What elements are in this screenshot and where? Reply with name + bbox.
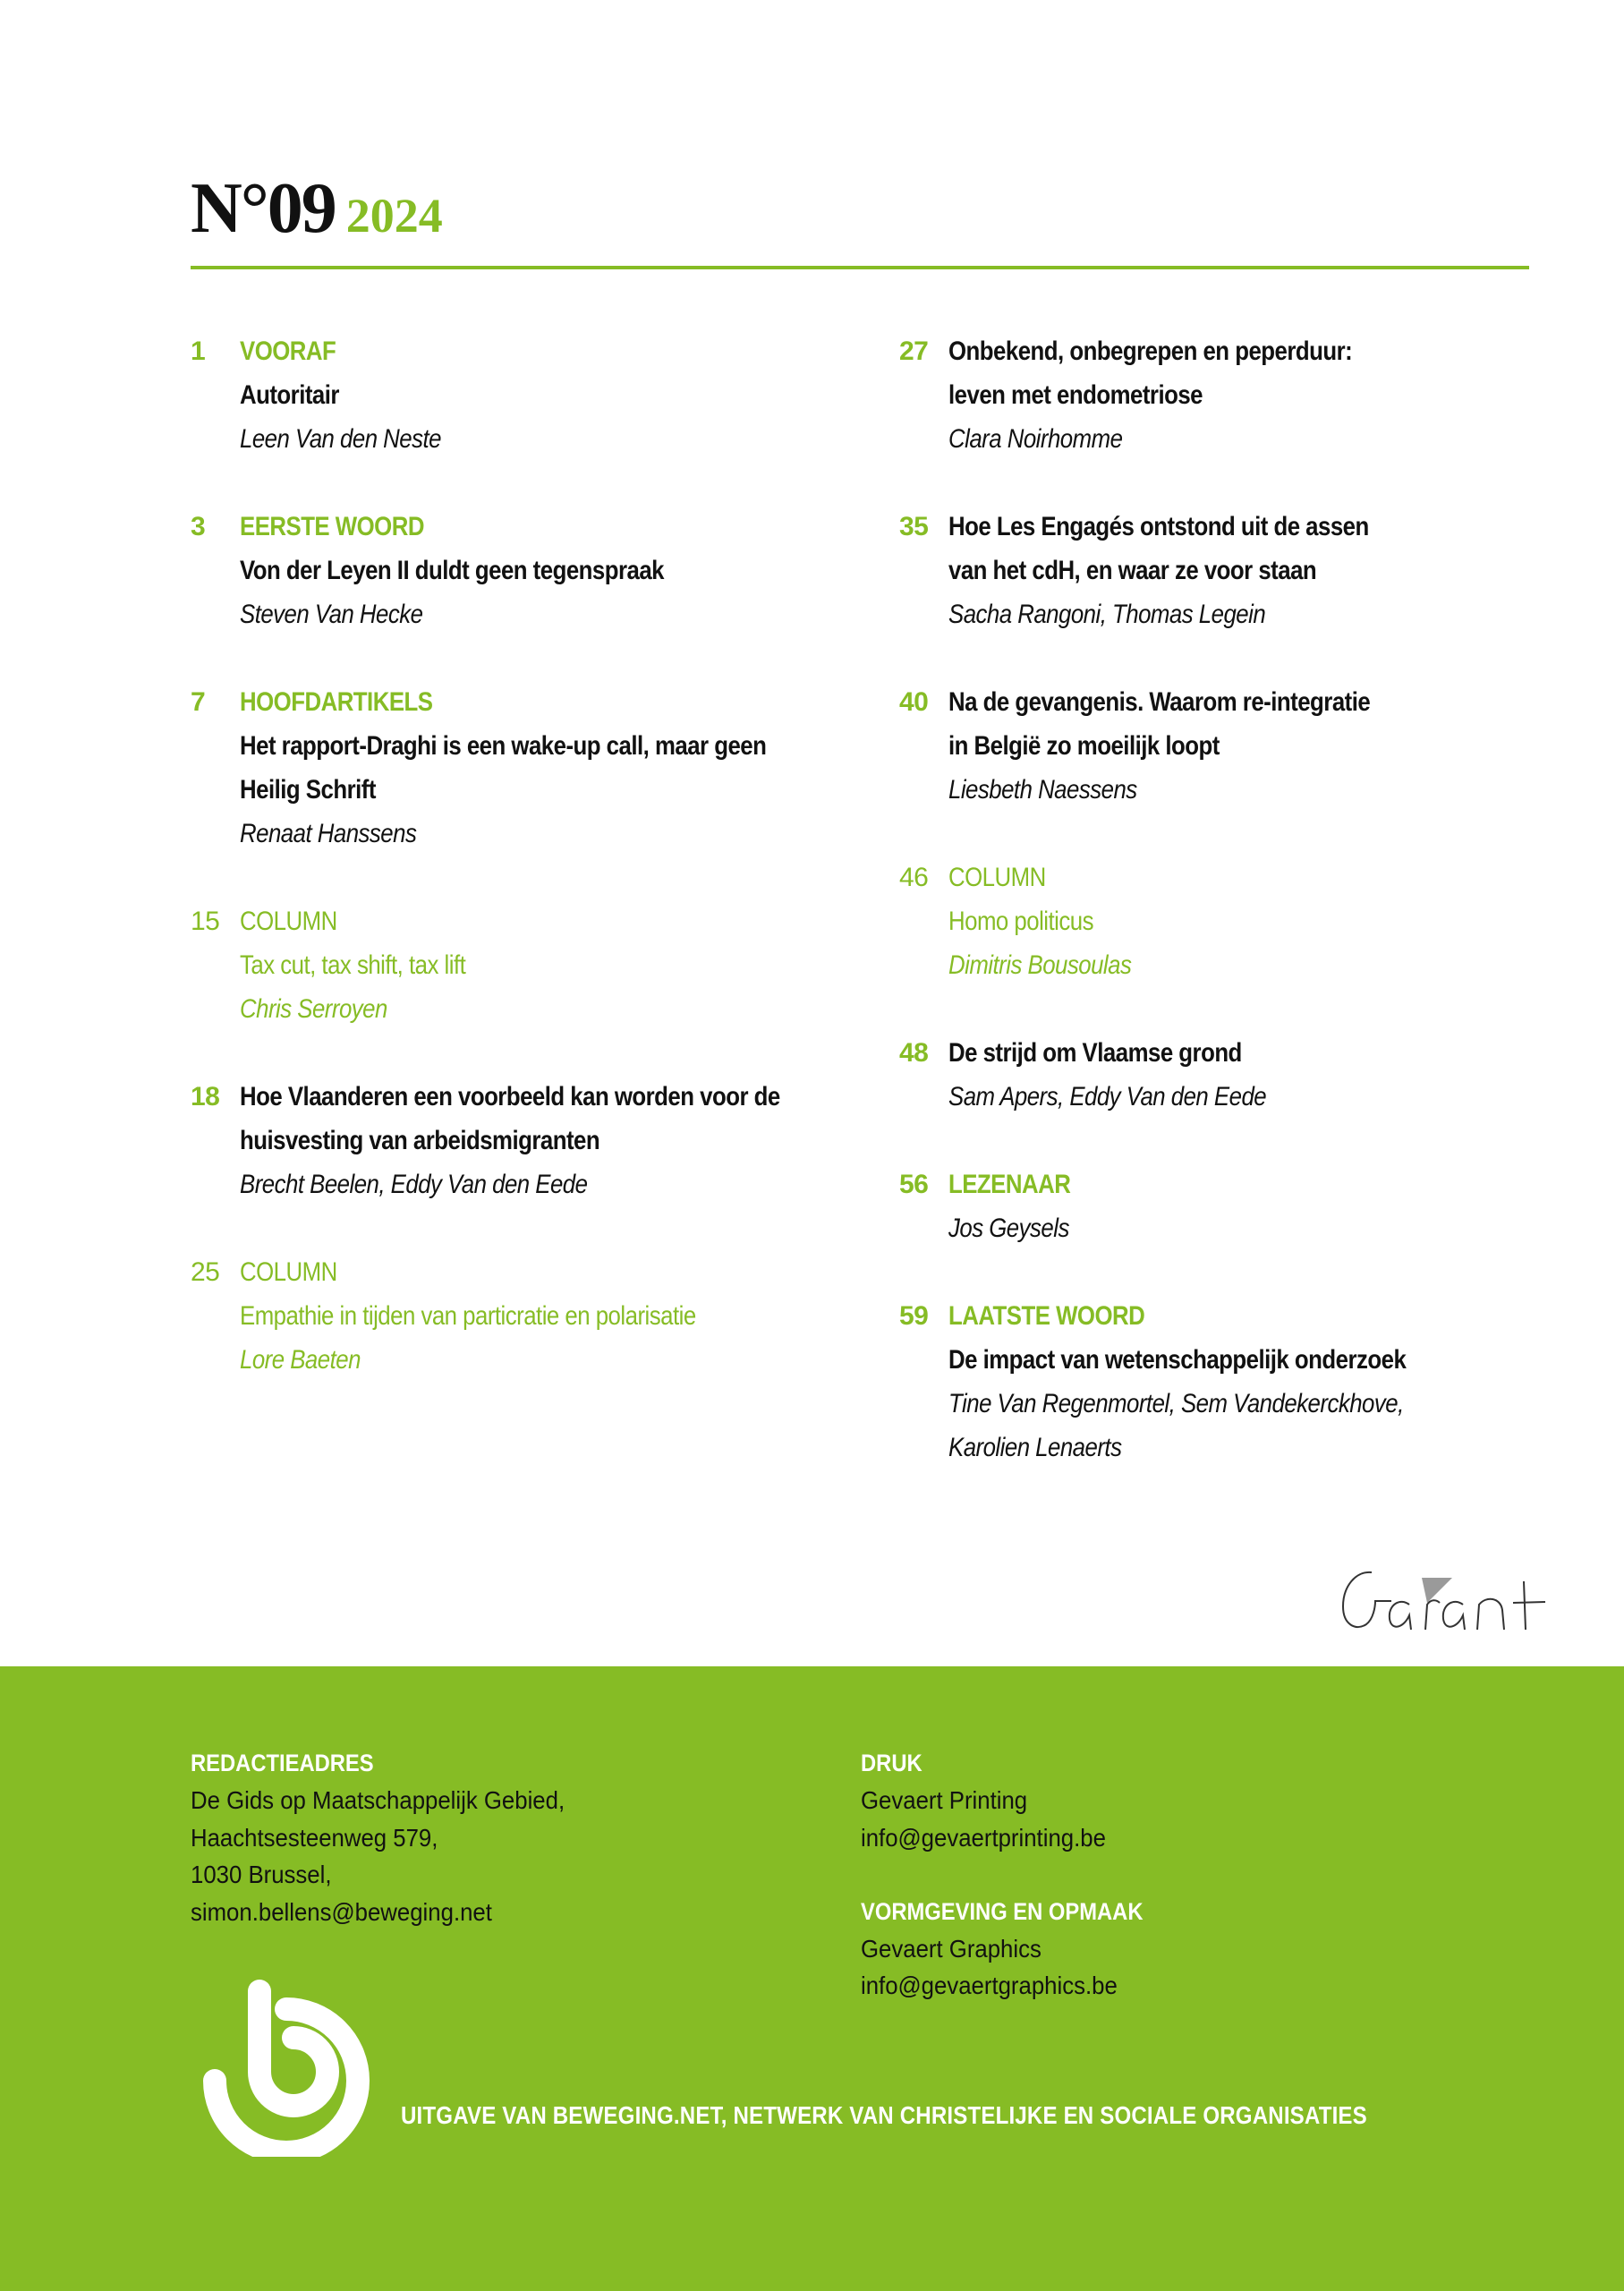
page-number: 7 <box>191 687 206 717</box>
article-author: Steven Van Hecke <box>240 600 423 629</box>
article-title[interactable]: De impact van wetenschappelijk onderzoek <box>948 1345 1407 1375</box>
article-author: Lore Baeten <box>240 1345 361 1375</box>
druk-heading: DRUK <box>861 1750 923 1776</box>
article-title[interactable]: Von der Leyen II duldt geen tegenspraak <box>240 556 665 585</box>
article-author: Jos Geysels <box>948 1214 1069 1243</box>
redactieadres-block <box>191 1745 597 1930</box>
issue-year: 2024 <box>345 189 443 243</box>
garant-logo-icon <box>1338 1562 1548 1638</box>
page-number: 25 <box>191 1257 220 1287</box>
toc-entry[interactable] <box>899 1031 1543 1119</box>
article-title[interactable]: Onbekend, onbegrepen en peperduur: <box>948 336 1353 366</box>
toc-entry[interactable] <box>191 680 871 856</box>
contact-email-link[interactable]: simon.bellens@beweging.net <box>191 1897 492 1926</box>
printer-email-link[interactable]: info@gevaertprinting.be <box>861 1823 1106 1852</box>
toc-entry[interactable] <box>191 1250 871 1382</box>
page-number: 46 <box>899 863 929 892</box>
section-label: LAATSTE WOORD <box>948 1301 1145 1331</box>
section-label: COLUMN <box>240 907 337 936</box>
toc-entry[interactable] <box>191 1075 871 1206</box>
page-number: 56 <box>899 1170 929 1199</box>
publisher-tagline: UITGAVE VAN BEWEGING.NET, NETWERK VAN CHRISTELIJKE EN SOCIALE ORGANISATIES <box>401 2101 1367 2129</box>
issue-number: N°09 <box>191 169 336 248</box>
beweging-logo-icon <box>195 1973 378 2157</box>
article-title[interactable]: De strijd om Vlaamse grond <box>948 1038 1242 1068</box>
article-title[interactable]: Homo politicus <box>948 907 1093 936</box>
section-label: COLUMN <box>240 1257 337 1287</box>
article-title[interactable]: in België zo moeilijk loopt <box>948 731 1220 761</box>
header-divider <box>191 266 1529 269</box>
toc-entry[interactable] <box>191 329 871 461</box>
article-author: Clara Noirhomme <box>948 424 1123 454</box>
toc-entry[interactable] <box>899 680 1543 812</box>
toc-entry[interactable] <box>191 505 871 636</box>
designer-name: Gevaert Graphics <box>861 1934 1042 1963</box>
article-title[interactable]: Hoe Les Engagés ontstond uit de assen <box>948 512 1369 541</box>
article-author: Brecht Beelen, Eddy Van den Eede <box>240 1170 588 1199</box>
section-label: EERSTE WOORD <box>240 512 424 541</box>
section-label: HOOFDARTIKELS <box>240 687 433 717</box>
article-title[interactable]: Het rapport-Draghi is een wake-up call, maar geen <box>240 731 767 761</box>
article-title[interactable]: van het cdH, en waar ze voor staan <box>948 556 1317 585</box>
article-author: Sacha Rangoni, Thomas Legein <box>948 600 1266 629</box>
toc-entry[interactable] <box>191 899 871 1031</box>
page-number: 40 <box>899 687 929 717</box>
article-author: Liesbeth Naessens <box>948 775 1137 805</box>
toc-entry[interactable] <box>899 1294 1543 1469</box>
page-number: 3 <box>191 512 206 541</box>
article-author: Leen Van den Neste <box>240 424 442 454</box>
article-author: Renaat Hanssens <box>240 819 417 848</box>
toc-entry[interactable] <box>899 505 1543 636</box>
address-line: 1030 Brussel, <box>191 1861 332 1888</box>
page-number: 59 <box>899 1301 929 1331</box>
address-line: Haachtsesteenweg 579, <box>191 1823 438 1852</box>
toc-entry[interactable] <box>899 1163 1543 1250</box>
printer-name: Gevaert Printing <box>861 1786 1028 1814</box>
article-title[interactable]: Tax cut, tax shift, tax lift <box>240 950 466 980</box>
section-label: LEZENAAR <box>948 1170 1071 1199</box>
page-number: 48 <box>899 1038 929 1068</box>
toc-entry[interactable] <box>899 329 1543 461</box>
druk-block <box>861 1745 1182 2005</box>
toc-left-column <box>191 329 871 1426</box>
page-number: 18 <box>191 1082 220 1111</box>
article-title[interactable]: Hoe Vlaanderen een voorbeeld kan worden voor de <box>240 1082 780 1111</box>
redactieadres-heading: REDACTIEADRES <box>191 1750 374 1776</box>
article-title[interactable]: leven met endometriose <box>948 380 1203 410</box>
article-title[interactable]: Heilig Schrift <box>240 775 376 805</box>
article-author: Tine Van Regenmortel, Sem Vandekerckhove, <box>948 1389 1404 1418</box>
article-author: Dimitris Bousoulas <box>948 950 1132 980</box>
vormgeving-heading: VORMGEVING EN OPMAAK <box>861 1897 1144 1925</box>
article-title[interactable]: Na de gevangenis. Waarom re-integratie <box>948 687 1371 717</box>
article-title[interactable]: Empathie in tijden van particratie en polarisatie <box>240 1301 696 1331</box>
article-title[interactable]: huisvesting van arbeidsmigranten <box>240 1126 600 1155</box>
article-author: Sam Apers, Eddy Van den Eede <box>948 1082 1267 1111</box>
article-author: Chris Serroyen <box>240 994 387 1024</box>
masthead <box>191 168 443 250</box>
section-label: COLUMN <box>948 863 1046 892</box>
page-number: 35 <box>899 512 929 541</box>
page-number: 1 <box>191 336 206 366</box>
page-number: 15 <box>191 907 220 936</box>
article-title[interactable]: Autoritair <box>240 380 339 410</box>
toc-entry[interactable] <box>899 856 1543 987</box>
article-author: Karolien Lenaerts <box>948 1433 1122 1462</box>
designer-email-link[interactable]: info@gevaertgraphics.be <box>861 1972 1118 1999</box>
address-line: De Gids op Maatschappelijk Gebied, <box>191 1786 565 1814</box>
page-number: 27 <box>899 336 929 366</box>
toc-right-column <box>899 329 1543 1513</box>
section-label: VOORAF <box>240 336 336 366</box>
